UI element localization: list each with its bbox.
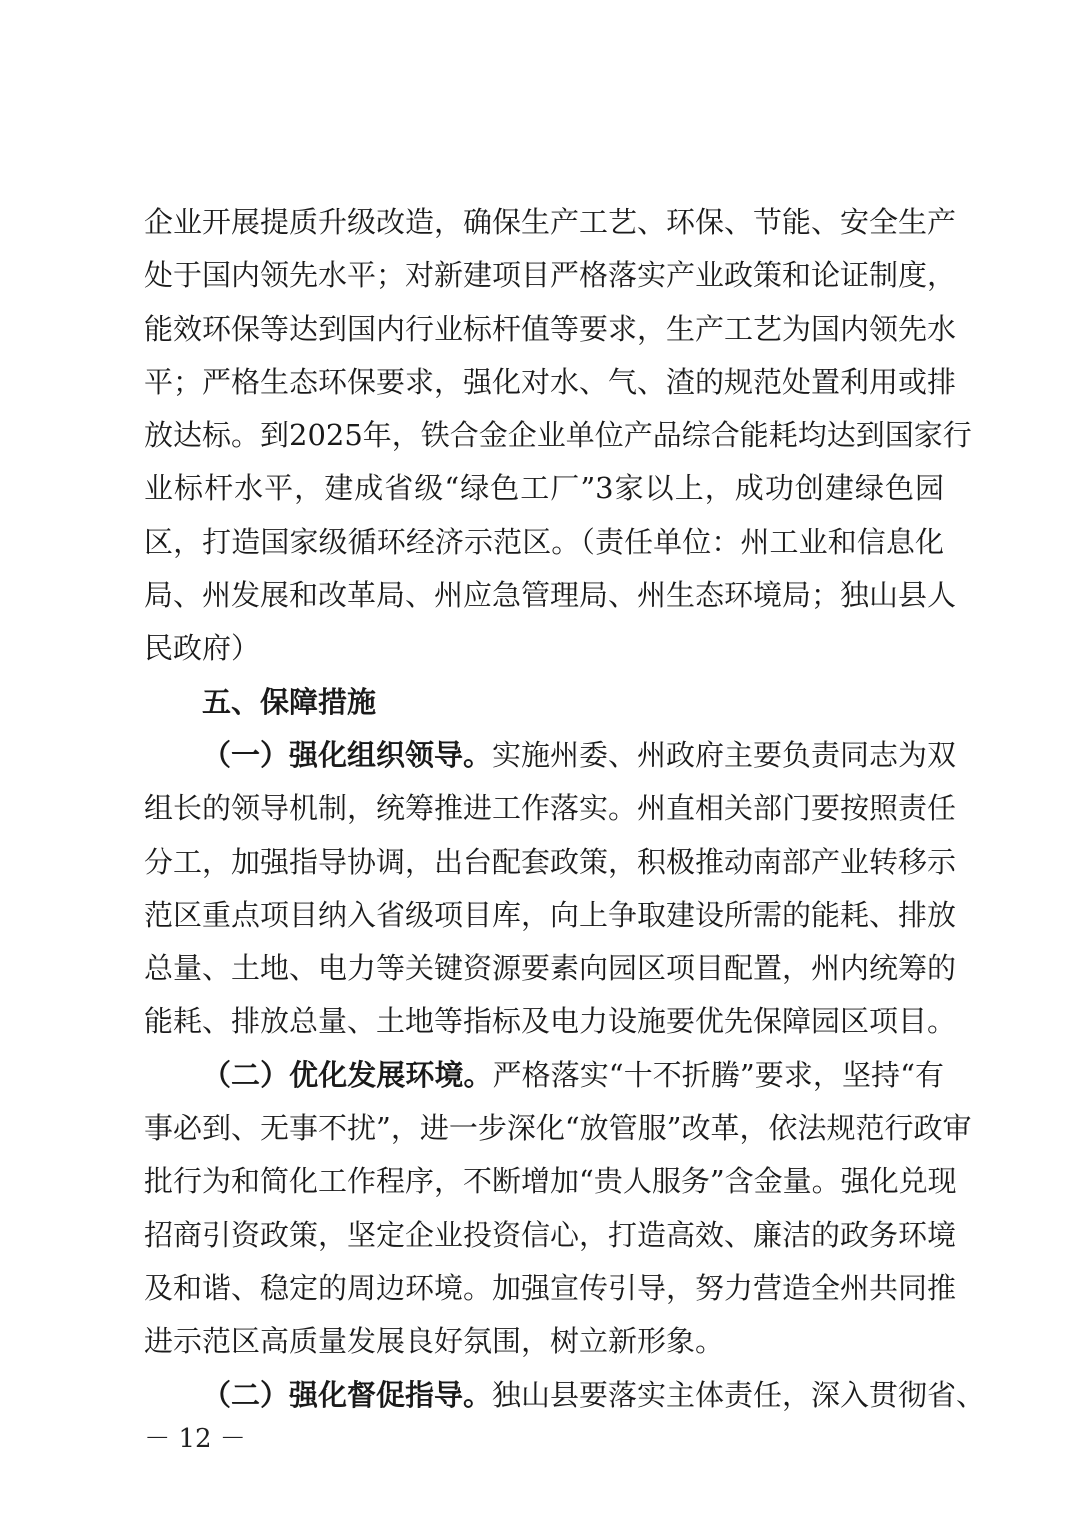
text-line: 能耗、排放总量、土地等指标及电力设施要优先保障园区项目。: [144, 1004, 957, 1039]
document-body: [144, 196, 986, 1422]
text-line: 进示范区高质量发展良好氛围，树立新形象。: [144, 1324, 725, 1359]
text-line: 区，打造国家级循环经济示范区。（责任单位：州工业和信息化: [144, 524, 944, 559]
text-line: 业标杆水平，建成省级“绿色工厂”3家以上，成功创建绿色园: [144, 471, 944, 506]
paragraph-first-line: [144, 729, 957, 782]
text-line: 总量、土地、电力等关键资源要素向园区项目配置，州内统筹的: [144, 951, 957, 986]
text-line: 批行为和简化工作程序，不断增加“贵人服务”含金量。强化兑现: [144, 1164, 957, 1199]
paragraph-heading: （二）优化发展环境。: [202, 1057, 493, 1092]
paragraph-heading: （一）强化组织领导。: [202, 737, 493, 772]
text-line: 民政府）: [144, 631, 261, 666]
text-line: 分工，加强指导协调，出台配套政策，积极推动南部产业转移示: [144, 844, 957, 879]
text-line: 处于国内领先水平；对新建项目严格落实产业政策和论证制度，: [144, 258, 957, 293]
paragraph-text: 严格落实“十不折腾”要求，坚持“有: [492, 1057, 944, 1092]
paragraph-first-line: [144, 1369, 986, 1422]
paragraph-text: 独山县要落实主体责任，深入贯彻省、: [492, 1377, 986, 1412]
text-line: 平；严格生态环保要求，强化对水、气、渣的规范处置利用或排: [144, 364, 957, 399]
paragraph-first-line: [144, 1049, 944, 1102]
text-line: 局、州发展和改革局、州应急管理局、州生态环境局；独山县人: [144, 578, 957, 613]
text-line: 事必到、无事不扰”，进一步深化“放管服”改革，依法规范行政审: [144, 1111, 972, 1146]
text-line: 能效环保等达到国内行业标杆值等要求，生产工艺为国内领先水: [144, 311, 957, 346]
text-line: 及和谐、稳定的周边环境。加强宣传引导，努力营造全州共同推: [144, 1270, 957, 1305]
section-heading: 五、保障措施: [202, 684, 377, 719]
paragraph-heading: （二）强化督促指导。: [202, 1377, 493, 1412]
text-line: 企业开展提质升级改造，确保生产工艺、环保、节能、安全生产: [144, 205, 957, 239]
text-line: 招商引资政策，坚定企业投资信心，打造高效、廉洁的政务环境: [144, 1217, 957, 1252]
paragraph-text: 实施州委、州政府主要负责同志为双: [492, 737, 957, 772]
text-line: 组长的领导机制，统筹推进工作落实。州直相关部门要按照责任: [144, 791, 957, 826]
page-number: － 12 －: [144, 1424, 246, 1454]
text-line: 范区重点项目纳入省级项目库，向上争取建设所需的能耗、排放: [144, 897, 957, 932]
text-line: 放达标。到2025年，铁合金企业单位产品综合能耗均达到国家行: [144, 418, 972, 453]
